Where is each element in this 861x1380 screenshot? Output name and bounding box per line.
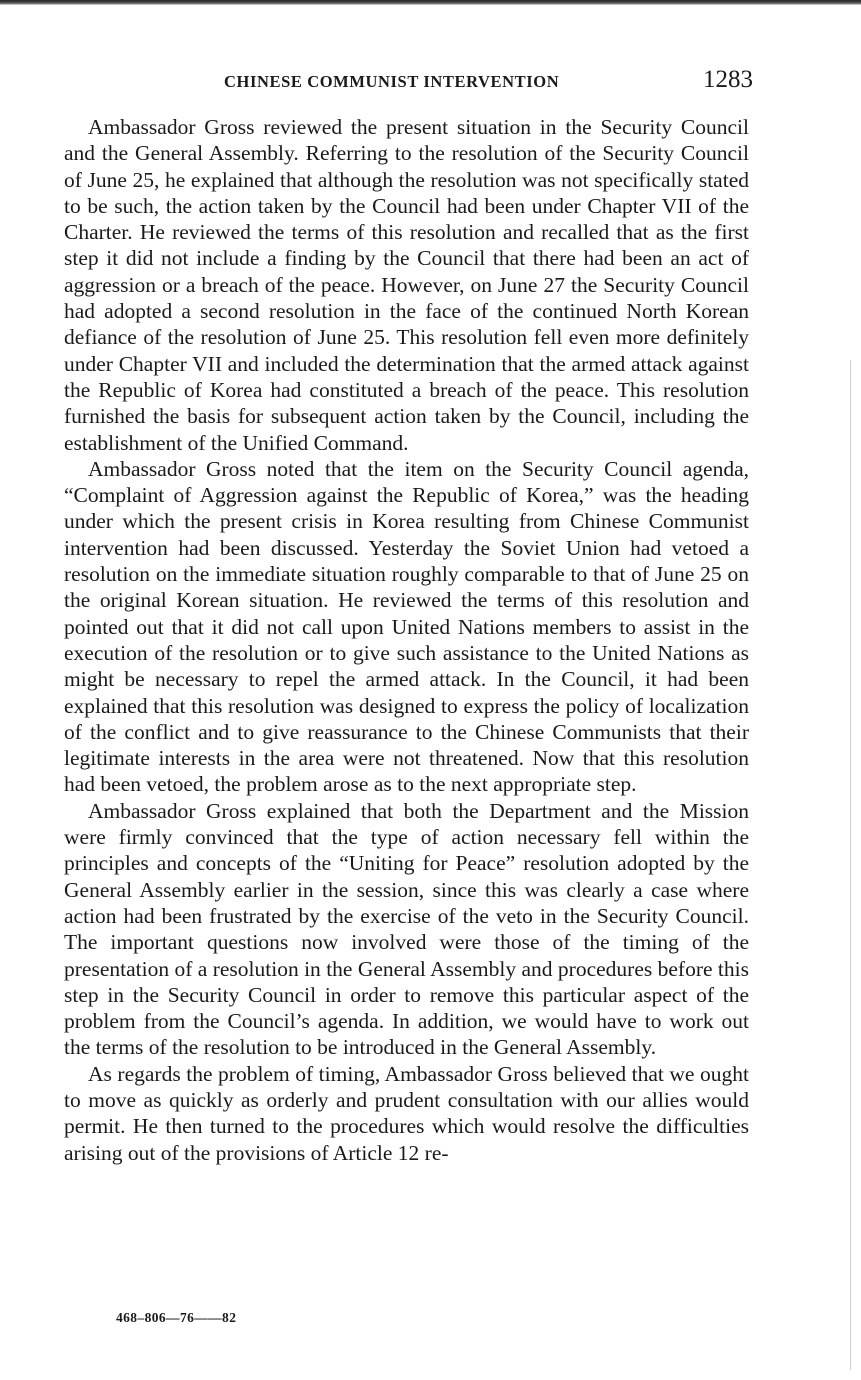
page-number: 1283 — [703, 66, 753, 93]
running-head — [0, 66, 861, 100]
paragraph-1: Ambassador Gross reviewed the present situation in the Security Council and the General Assembly. Referring to the resolution of the Security Council of June 25, he explained that although the resolution was not specifically stated to be such, the action taken by the Council had been under Chapter VII of the Charter. He reviewed the terms of this resolution and recalled that as the first step it did not include a finding by the Council that there had been an act of aggression or a breach of the peace. However, on June 27 the Security Council had adopted a second resolution in the face of the continued North Korean defiance of the resolution of June 25. This resolution fell even more definitely under Chapter VII and included the determination that the armed attack against the Republic of Korea had constituted a breach of the peace. This resolution furnished the basis for subsequent action taken by the Council, including the establishment of the Unified Command. — [64, 115, 749, 455]
paragraph-4: As regards the problem of timing, Ambassador Gross believed that we ought to move as quickly as orderly and prudent consultation with our allies would permit. He then turned to the procedures which would resolve the difficulties arising out of the provisions of Article 12 re- — [64, 1061, 749, 1165]
scan-right-edge — [850, 360, 851, 1370]
body-text — [64, 114, 749, 1166]
print-code: 468–806—76——82 — [116, 1310, 237, 1325]
paragraph-2: Ambassador Gross noted that the item on the Security Council agenda, “Complaint of Aggression against the Republic of Korea,” was the heading under which the present crisis in Korea resulting from Chinese Communist intervention had been discussed. Yesterday the Soviet Union had vetoed a resolution on the immediate situation roughly comparable to that of June 25 on the original Korean situation. He reviewed the terms of this resolution and pointed out that it did not call upon United Nations members to assist in the execution of the resolution or to give such assistance to the United Nations as might be necessary to repel the armed attack. In the Council, it had been explained that this resolution was designed to express the policy of localization of the conflict and to give reassurance to the Chinese Communists that their legitimate interests in the area were not threatened. Now that this resolution had been vetoed, the problem arose as to the next appropriate step. — [64, 456, 749, 797]
scan-top-edge — [0, 0, 861, 5]
paragraph-3: Ambassador Gross explained that both the Department and the Mission were firmly convinced that the type of action necessary fell within the principles and concepts of the “Uniting for Peace” resolution adopted by the General Assembly earlier in the session, since this was clearly a case where action had been frustrated by the exercise of the veto in the Security Council. The important questions now involved were those of the timing of the presentation of a resolution in the General Assembly and procedures before this step in the Security Council in order to remove this particular aspect of the problem from the Council’s agenda. In addition, we would have to work out the terms of the resolution to be introduced in the General Assembly. — [64, 798, 749, 1060]
running-title: CHINESE COMMUNIST INTERVENTION — [224, 72, 560, 91]
